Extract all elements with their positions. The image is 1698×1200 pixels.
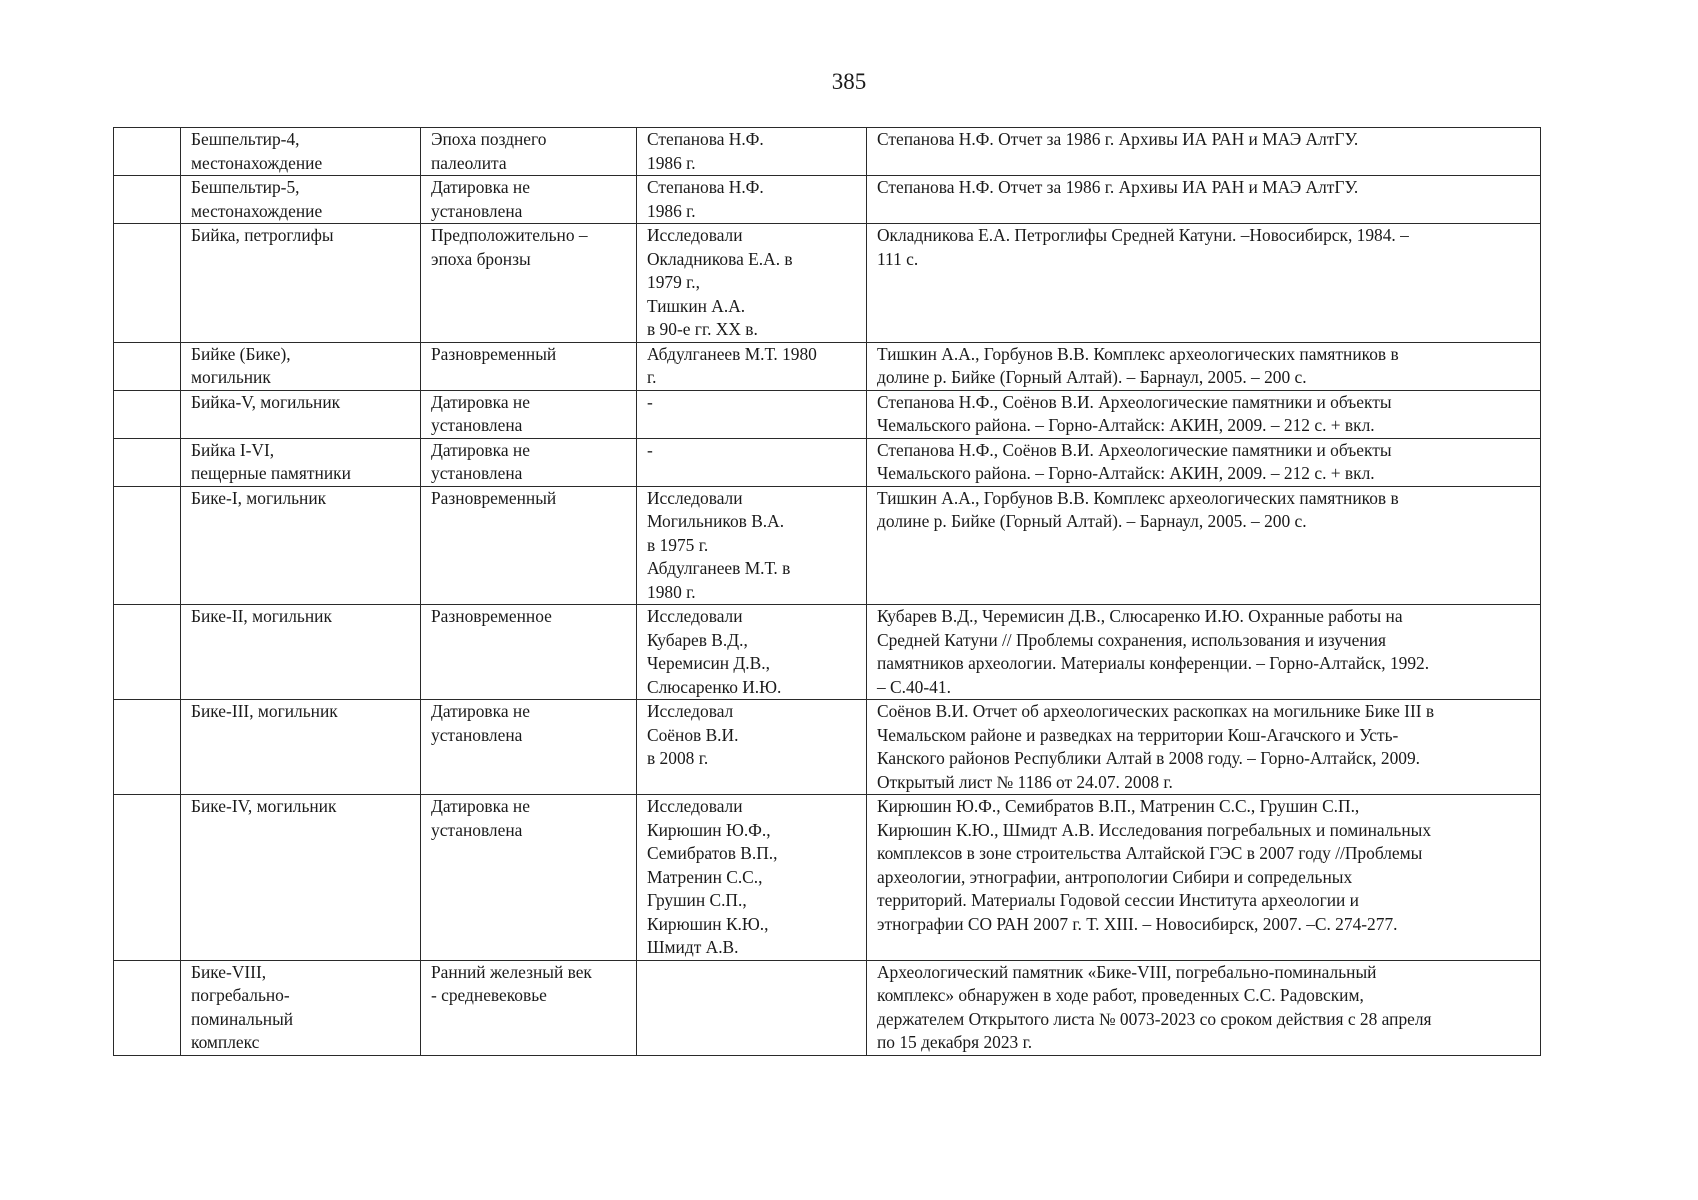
sources-cell: Степанова Н.Ф. Отчет за 1986 г. Архивы ИА РАН и МАЭ АлтГУ.	[867, 128, 1541, 176]
table-row	[114, 486, 1541, 605]
researchers-cell: Исследовал Соёнов В.И. в 2008 г.	[637, 700, 867, 795]
sources-cell: Кубарев В.Д., Черемисин Д.В., Слюсаренко И.Ю. Охранные работы на Средней Катуни // Проблемы сохранения, использования и изучения памятников археологии. Материалы конференции. – Горно-Алтайск, 1992. – С.40-41.	[867, 605, 1541, 700]
row-number-cell	[114, 605, 181, 700]
researchers-cell: Степанова Н.Ф. 1986 г.	[637, 176, 867, 224]
monument-name-cell: Бийка-V, могильник	[181, 390, 421, 438]
table-row	[114, 390, 1541, 438]
row-number-cell	[114, 128, 181, 176]
monument-name-cell: Бике-VIII, погребально- поминальный комплекс	[181, 960, 421, 1055]
sources-cell: Археологический памятник «Бике-VIII, погребально-поминальный комплекс» обнаружен в ходе работ, проведенных С.С. Радовским, держателем Открытого листа № 0073-2023 со сроком действия с 28 апреля по 15 декабря 2023 г.	[867, 960, 1541, 1055]
dating-cell: Датировка не установлена	[421, 390, 637, 438]
table-row	[114, 605, 1541, 700]
dating-cell: Разновременный	[421, 486, 637, 605]
researchers-cell: Исследовали Кирюшин Ю.Ф., Семибратов В.П., Матренин С.С., Грушин С.П., Кирюшин К.Ю., Шмидт А.В.	[637, 795, 867, 961]
sources-cell: Окладникова Е.А. Петроглифы Средней Катуни. –Новосибирск, 1984. – 111 с.	[867, 224, 1541, 343]
monument-name-cell: Бийке (Бике), могильник	[181, 342, 421, 390]
researchers-cell: Исследовали Окладникова Е.А. в 1979 г., Тишкин А.А. в 90-е гг. XX в.	[637, 224, 867, 343]
row-number-cell	[114, 224, 181, 343]
dating-cell: Датировка не установлена	[421, 438, 637, 486]
row-number-cell	[114, 795, 181, 961]
sources-cell: Степанова Н.Ф., Соёнов В.И. Археологические памятники и объекты Чемальского района. – Горно-Алтайск: АКИН, 2009. – 212 с. + вкл.	[867, 438, 1541, 486]
monument-name-cell: Бешпельтир-5, местонахождение	[181, 176, 421, 224]
table-row	[114, 700, 1541, 795]
table-row	[114, 342, 1541, 390]
monument-name-cell: Бике-II, могильник	[181, 605, 421, 700]
dating-cell: Разновременное	[421, 605, 637, 700]
sources-cell: Степанова Н.Ф. Отчет за 1986 г. Архивы ИА РАН и МАЭ АлтГУ.	[867, 176, 1541, 224]
sources-cell: Соёнов В.И. Отчет об археологических раскопках на могильнике Бике III в Чемальском районе и разведках на территории Кош-Агачского и Усть- Канского районов Республики Алтай в 2008 году. – Горно-Алтайск, 2009. Открытый лист № 1186 от 24.07. 2008 г.	[867, 700, 1541, 795]
researchers-cell: Исследовали Кубарев В.Д., Черемисин Д.В., Слюсаренко И.Ю.	[637, 605, 867, 700]
monument-name-cell: Бийка, петроглифы	[181, 224, 421, 343]
row-number-cell	[114, 438, 181, 486]
dating-cell: Датировка не установлена	[421, 700, 637, 795]
dating-cell: Датировка не установлена	[421, 795, 637, 961]
researchers-cell: Степанова Н.Ф. 1986 г.	[637, 128, 867, 176]
researchers-cell	[637, 960, 867, 1055]
researchers-cell: -	[637, 390, 867, 438]
dating-cell: Эпоха позднего палеолита	[421, 128, 637, 176]
dating-cell: Разновременный	[421, 342, 637, 390]
monument-name-cell: Бике-IV, могильник	[181, 795, 421, 961]
table-row	[114, 438, 1541, 486]
row-number-cell	[114, 486, 181, 605]
row-number-cell	[114, 342, 181, 390]
monument-name-cell: Бике-I, могильник	[181, 486, 421, 605]
dating-cell: Датировка не установлена	[421, 176, 637, 224]
page-number: 385	[831, 69, 867, 94]
sources-cell: Тишкин А.А., Горбунов В.В. Комплекс археологических памятников в долине р. Бийке (Горный Алтай). – Барнаул, 2005. – 200 с.	[867, 342, 1541, 390]
dating-cell: Ранний железный век - средневековье	[421, 960, 637, 1055]
monument-name-cell: Бешпельтир-4, местонахождение	[181, 128, 421, 176]
row-number-cell	[114, 390, 181, 438]
sources-cell: Тишкин А.А., Горбунов В.В. Комплекс археологических памятников в долине р. Бийке (Горный Алтай). – Барнаул, 2005. – 200 с.	[867, 486, 1541, 605]
table-row	[114, 224, 1541, 343]
table-row	[114, 176, 1541, 224]
table-row	[114, 960, 1541, 1055]
table-row	[114, 795, 1541, 961]
row-number-cell	[114, 960, 181, 1055]
researchers-cell: Абдулганеев М.Т. 1980 г.	[637, 342, 867, 390]
dating-cell: Предположительно – эпоха бронзы	[421, 224, 637, 343]
sources-cell: Кирюшин Ю.Ф., Семибратов В.П., Матренин С.С., Грушин С.П., Кирюшин К.Ю., Шмидт А.В. Исследования погребальных и поминальных комплексов в зоне строительства Алтайской ГЭС в 2007 году //Проблемы археологии, этнографии, антропологии Сибири и сопредельных территорий. Материалы Годовой сессии Института археологии и этнографии СО РАН 2007 г. Т. XIII. – Новосибирск, 2007. –С. 274-277.	[867, 795, 1541, 961]
row-number-cell	[114, 700, 181, 795]
monument-name-cell: Бийка I-VI, пещерные памятники	[181, 438, 421, 486]
researchers-cell: -	[637, 438, 867, 486]
sources-cell: Степанова Н.Ф., Соёнов В.И. Археологические памятники и объекты Чемальского района. – Горно-Алтайск: АКИН, 2009. – 212 с. + вкл.	[867, 390, 1541, 438]
row-number-cell	[114, 176, 181, 224]
researchers-cell: Исследовали Могильников В.А. в 1975 г. Абдулганеев М.Т. в 1980 г.	[637, 486, 867, 605]
table-row	[114, 128, 1541, 176]
monument-name-cell: Бике-III, могильник	[181, 700, 421, 795]
monuments-table	[113, 127, 1541, 1056]
